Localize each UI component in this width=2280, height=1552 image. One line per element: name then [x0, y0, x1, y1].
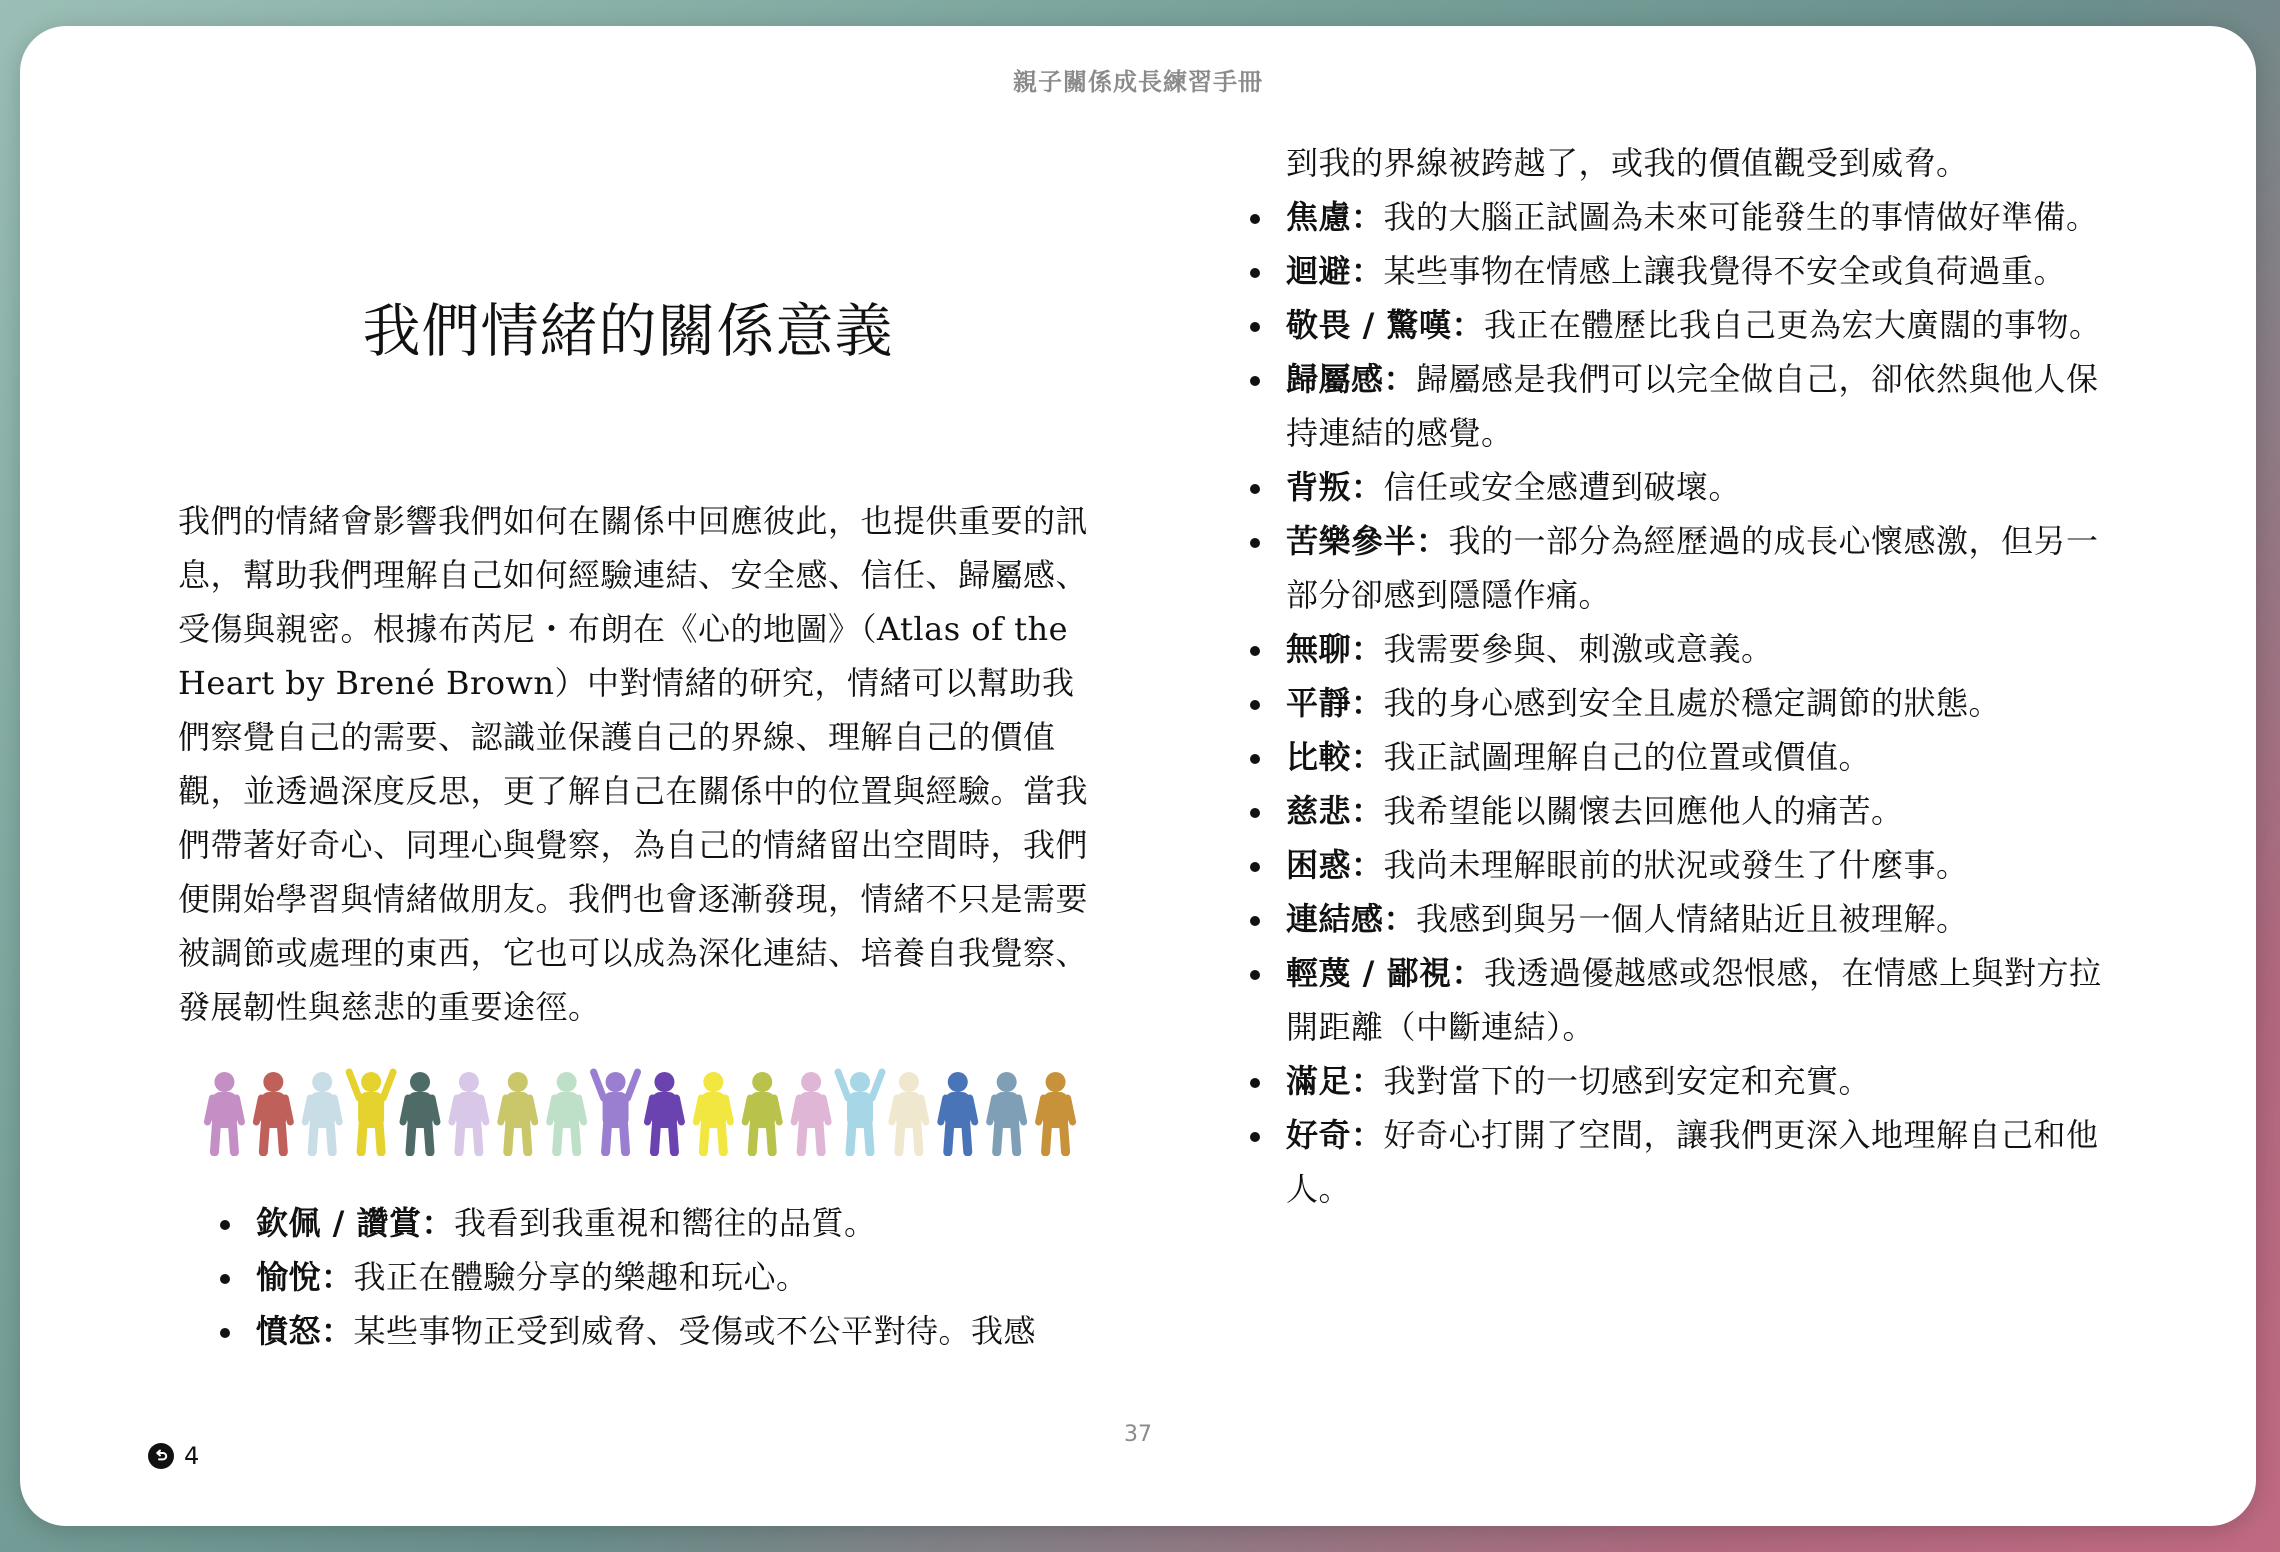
left-emotion-list	[220, 1196, 1120, 1358]
term-colon: ：	[1351, 630, 1384, 668]
emotion-item	[1250, 892, 2130, 946]
back-button[interactable]	[148, 1442, 199, 1470]
emotion-term: 歸屬感	[1286, 360, 1384, 398]
term-colon: ：	[1351, 738, 1384, 776]
term-colon: ：	[1416, 522, 1449, 560]
emotion-term: 背叛	[1286, 468, 1352, 506]
book-title: 親子關係成長練習手冊	[1013, 68, 1263, 96]
emotion-item	[1250, 676, 2130, 730]
emotion-term: 迴避	[1286, 252, 1352, 290]
emotion-item	[1250, 244, 2130, 298]
emotion-description: 某些事物正受到威脅、受傷或不公平對待。我感	[353, 1312, 1037, 1350]
emotion-description: 我希望能以關懷去回應他人的痛苦。	[1383, 792, 1904, 830]
figure-person	[838, 1072, 882, 1152]
figure-person	[452, 1072, 486, 1152]
figure-person	[892, 1072, 926, 1152]
emotion-item	[1250, 1054, 2130, 1108]
emotion-term: 平靜	[1286, 684, 1352, 722]
term-colon: ：	[1451, 306, 1484, 344]
term-colon: ：	[1351, 684, 1384, 722]
emotion-description: 我尚未理解眼前的狀況或發生了什麼事。	[1383, 846, 1969, 884]
emotion-description: 某些事物在情感上讓我覺得不安全或負荷過重。	[1383, 252, 2067, 290]
figure-person	[501, 1072, 535, 1152]
emotion-item	[1250, 730, 2130, 784]
continuation-line: 到我的界線被跨越了，或我的價值觀受到威脅。	[1286, 144, 1969, 182]
term-colon: ：	[421, 1204, 454, 1242]
emotion-item	[220, 1196, 1120, 1250]
figure-person	[941, 1072, 975, 1152]
figure-person	[305, 1072, 339, 1152]
term-colon: ：	[1351, 792, 1384, 830]
figure-person	[794, 1072, 828, 1152]
emotion-term: 欽佩 / 讚賞	[256, 1204, 422, 1242]
figure-person	[745, 1072, 779, 1152]
emotion-description: 好奇心打開了空間，讓我們更深入地理解自己和他人。	[1286, 1116, 2099, 1208]
emotion-item	[1250, 1108, 2130, 1216]
emotion-description: 我的大腦正試圖為未來可能發生的事情做好準備。	[1383, 198, 2099, 236]
emotion-item	[1250, 460, 2130, 514]
figure-person	[550, 1072, 584, 1152]
figure-person	[696, 1072, 730, 1152]
term-colon: ：	[1351, 198, 1384, 236]
emotion-figures-illustration	[200, 1066, 1080, 1156]
emotion-term: 憤怒	[256, 1312, 322, 1350]
term-colon: ：	[1383, 900, 1417, 938]
figure-person	[256, 1072, 290, 1152]
figure-person	[990, 1072, 1024, 1152]
emotion-description: 我的身心感到安全且處於穩定調節的狀態。	[1383, 684, 2002, 722]
emotion-term: 比較	[1286, 738, 1352, 776]
right-emotion-list	[1250, 144, 2130, 1216]
term-colon: ：	[1351, 1062, 1384, 1100]
emotion-description: 我對當下的一切感到安定和充實。	[1383, 1062, 1872, 1100]
emotion-description: 我看到我重視和嚮往的品質。	[454, 1204, 877, 1242]
term-colon: ：	[1351, 846, 1384, 884]
emotion-item	[1250, 838, 2130, 892]
term-colon: ：	[321, 1312, 354, 1350]
emotion-item	[220, 1304, 1120, 1358]
term-colon: ：	[1351, 252, 1384, 290]
figure-person	[207, 1072, 241, 1152]
emotion-term: 焦慮	[1286, 198, 1352, 236]
emotion-description: 我正在體歷比我自己更為宏大廣闊的事物。	[1484, 306, 2102, 344]
term-colon: ：	[1351, 1116, 1384, 1154]
reader-window	[20, 26, 2256, 1526]
figure-person	[1039, 1072, 1073, 1152]
figure-person	[594, 1072, 638, 1152]
emotion-term: 滿足	[1286, 1062, 1352, 1100]
figure-person	[349, 1072, 393, 1152]
emotion-description: 我的一部分為經歷過的成長心懷感激，但另一部分卻感到隱隱作痛。	[1286, 522, 2099, 614]
emotion-description: 我感到與另一個人情緒貼近且被理解。	[1416, 900, 1969, 938]
emotion-term: 無聊	[1286, 630, 1352, 668]
page-number: 37	[1124, 1422, 1152, 1447]
emotion-item	[1250, 946, 2130, 1054]
emotion-term: 連結感	[1286, 900, 1384, 938]
term-colon: ：	[1451, 954, 1484, 992]
emotion-item	[1250, 352, 2130, 460]
emotion-term: 輕蔑 / 鄙視	[1286, 954, 1452, 992]
chapter-title: 我們情緒的關係意義	[362, 297, 894, 365]
emotion-term: 愉悅	[256, 1258, 322, 1296]
emotion-item	[220, 1250, 1120, 1304]
emotion-description: 信任或安全感遭到破壞。	[1383, 468, 1742, 506]
back-label: 4	[184, 1442, 200, 1470]
emotion-description: 我正在體驗分享的樂趣和玩心。	[353, 1258, 809, 1296]
term-colon: ：	[1383, 360, 1417, 398]
term-colon: ：	[321, 1258, 354, 1296]
figure-person	[403, 1072, 437, 1152]
intro-paragraph: 我們的情緒會影響我們如何在關係中回應彼此，也提供重要的訊息，幫助我們理解自己如何經驗連結、安全感、信任、歸屬感、受傷與親密。根據布芮尼・布朗在《心的地圖》（Atlas of the Heart by Brené Brown）中對情緒的研究，情緒可以幫助我們察覺自己的需要、認識並保護自己的界線、理解自己的價值觀，並透過深度反思，更了解自己在關係中的位置與經驗。當我們帶著好奇心、同理心與覺察，為自己的情緒留出空間時，我們便開始學習與情緒做朋友。我們也會逐漸發現，情緒不只是需要被調節或處理的東西，它也可以成為深化連結、培養自我覺察、發展韌性與慈悲的重要途徑。	[178, 502, 1089, 1026]
emotion-term: 敬畏 / 驚嘆	[1286, 306, 1452, 344]
emotion-item	[1250, 622, 2130, 676]
figure-person	[647, 1072, 681, 1152]
term-colon: ：	[1351, 468, 1384, 506]
emotion-description: 我透過優越感或怨恨感，在情感上與對方拉開距離（中斷連結）。	[1286, 954, 2102, 1046]
back-arrow-icon	[148, 1443, 174, 1469]
emotion-description: 我正試圖理解自己的位置或價值。	[1383, 738, 1872, 776]
emotion-term: 困惑	[1286, 846, 1352, 884]
emotion-term: 好奇	[1286, 1116, 1352, 1154]
emotion-term: 苦樂參半	[1286, 522, 1417, 560]
emotion-item	[1250, 784, 2130, 838]
emotion-term: 慈悲	[1286, 792, 1352, 830]
emotion-item	[1250, 514, 2130, 622]
emotion-description: 我需要參與、刺激或意義。	[1383, 630, 1774, 668]
emotion-item	[1250, 190, 2130, 244]
emotion-item	[1250, 298, 2130, 352]
emotion-description: 歸屬感是我們可以完全做自己，卻依然與他人保持連結的感覺。	[1286, 360, 2099, 452]
